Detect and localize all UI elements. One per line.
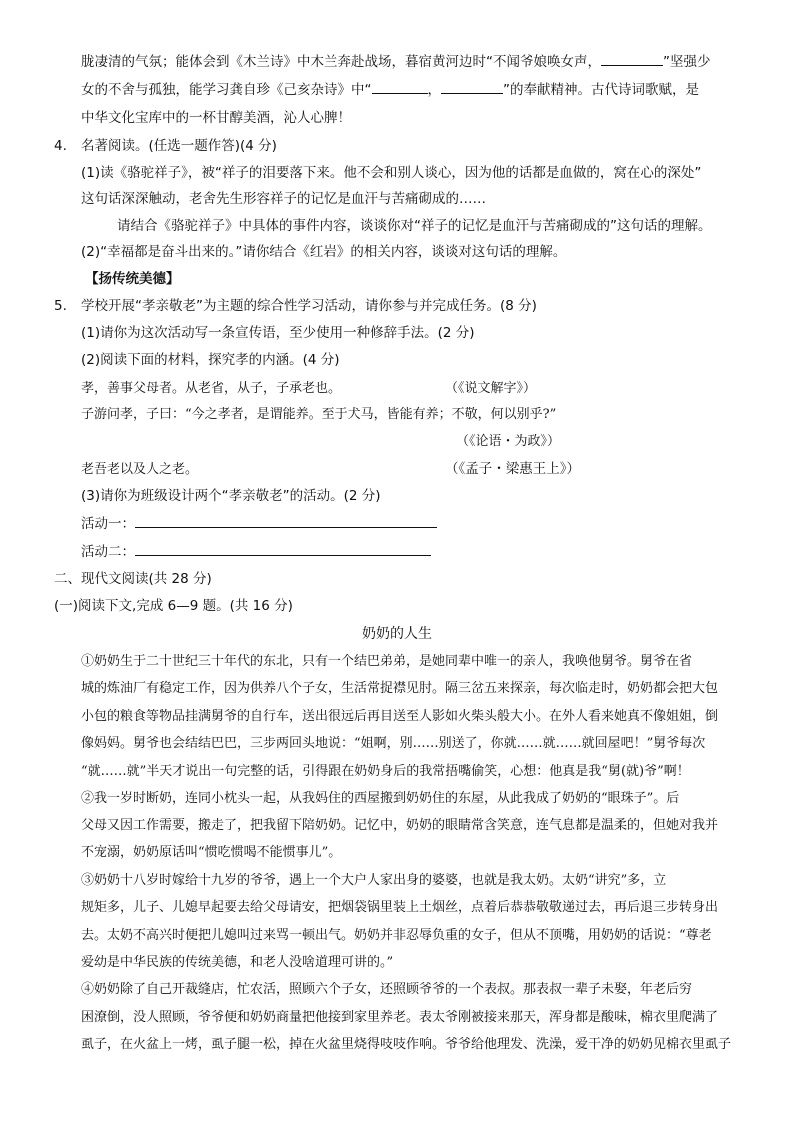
answer-blank-3[interactable]	[441, 92, 503, 94]
material-1-text: 孝，善事父母者。从老省，从子，子承老也。	[81, 381, 342, 396]
essay-p3-l1: ③奶奶十八岁时嫁给十九岁的爷爷，遇上一个大户人家出身的婆婆，也就是我太奶。太奶“讲究”多，立	[81, 873, 667, 888]
essay-p3-l2: 规矩多，儿子、儿媳早起要去给父母请安，把烟袋锅里装上土烟丝，点着后恭恭敬敬递过去，再后退三步转身出	[81, 900, 719, 915]
q4-sub2: (2)“幸福都是奋斗出来的。”请你结合《红岩》的相关内容，谈谈对这句话的理解。	[81, 244, 567, 260]
material-2-source: （《论语・为政》）	[456, 434, 561, 449]
p3-line1-text: 胧凄清的气氛；能体会到《木兰诗》中木兰奔赴战场，暮宿黄河边时“不闻爷娘唤女声，	[81, 54, 601, 70]
essay-p4-l2: 困潦倒，没人照顾，爷爷便和奶奶商量把他接到家里养老。表太爷刚被接来那天，浑身都是酸味，棉衣里爬满了	[81, 1010, 719, 1025]
answer-blank-1[interactable]	[601, 64, 663, 66]
p3-line2-text: 女的不舍与孤独，能学习龚自珍《己亥杂诗》中“	[81, 82, 372, 98]
q5-sub2: (2)阅读下面的材料，探究孝的内涵。(4 分)	[81, 352, 340, 368]
q4-number: 4.	[54, 138, 67, 154]
section-tag: 【扬传统美德】	[85, 271, 180, 287]
q5-sub1: (1)请你为这次活动写一条宣传语，至少使用一种修辞手法。(2 分)	[81, 325, 475, 341]
essay-p2-l2: 父母又因工作需要，搬走了，把我留下陪奶奶。记忆中，奶奶的眼睛常含笑意，连气息都是温柔的，但她对我并	[81, 818, 719, 833]
part2-heading: 二、现代文阅读(共 28 分)	[54, 571, 212, 587]
q5-number: 5.	[54, 298, 67, 314]
p3-line2-tail: ”的奉献精神。古代诗词歌赋，是	[503, 82, 699, 98]
material-2-text: 子游问孝，子曰：“今之孝者，是谓能养。至于犬马，皆能有养；不敬，何以别乎?”	[81, 407, 557, 422]
essay-p3-l3: 去。太奶不高兴时便把儿媳叫过来骂一顿出气。奶奶并非忍辱负重的女子，但从不顶嘴，用奶奶的话说：“尊老	[81, 928, 712, 943]
q5-title: 学校开展“孝亲敬老”为主题的综合性学习活动，请你参与并完成任务。(8 分)	[81, 298, 537, 314]
essay-p2-l3: 不宠溺，奶奶原话叫“惯吃惯喝不能惯事儿”。	[81, 845, 342, 860]
activity-1-row	[81, 518, 437, 532]
q4-sub1-prompt: 请结合《骆驼祥子》中具体的事件内容，谈谈你对“祥子的记忆是血汗与苦痛砌成的”这句话的理解。	[117, 218, 712, 234]
essay-p2-l1: ②我一岁时断奶，连同小枕头一起，从我妈住的西屋搬到奶奶住的东屋，从此我成了奶奶的“眼珠子”。后	[81, 791, 680, 806]
essay-title: 奶奶的人生	[362, 626, 432, 642]
p3-line-3: 中华文化宝库中的一杯甘醇美酒，沁人心脾！	[81, 110, 351, 126]
activity-1-blank[interactable]	[135, 526, 437, 528]
activity-2-row	[81, 546, 431, 560]
answer-blank-2[interactable]	[372, 92, 428, 94]
essay-p4-l1: ④奶奶除了自己开裁缝店，忙农活，照顾六个子女，还照顾爷爷的一个表叔。那表叔一辈子未娶，年老后穷	[81, 982, 693, 997]
q4-title: 名著阅读。(任选一题作答)(4 分)	[81, 138, 277, 154]
essay-p1-l4: 像妈妈。舅爷也会结结巴巴，三步两回头地说：“姐啊，别……别送了，你就……就……就回屋吧！”舅爷每次	[81, 736, 706, 751]
q4-sub1-line-2: 这句话深深触动，老舍先生形容祥子的记忆是血汗与苦痛砌成的……	[81, 191, 486, 207]
q5-sub3: (3)请你为班级设计两个“孝亲敬老”的活动。(2 分)	[81, 488, 381, 504]
essay-p1-l1: ①奶奶生于二十世纪三十年代的东北，只有一个结巴弟弟，是她同辈中唯一的亲人，我唤他舅爷。舅爷在省	[81, 654, 693, 669]
q4-sub1-line-1: (1)读《骆驼祥子》，被“祥子的泪要落下来。他不会和别人谈心，因为他的话都是血做的，窝在心的深处”	[81, 165, 702, 181]
material-3-text: 老吾老以及人之老。	[81, 462, 199, 477]
activity-1-label: 活动一：	[81, 516, 135, 532]
activity-2-label: 活动二：	[81, 544, 135, 560]
material-3-source: （《孟子・梁惠王上》）	[445, 461, 580, 477]
essay-p1-l3: 小包的粮食等物品挂满舅爷的自行车，送出很远后再目送至人影如火柴头般大小。在外人看来她真不像姐姐，倒	[81, 709, 719, 724]
p3-line2-comma: ，	[427, 82, 441, 98]
p3-line1-tail: ”坚强少	[663, 54, 711, 70]
material-1-source: （《说文解字》）	[445, 381, 537, 396]
activity-2-blank[interactable]	[135, 554, 431, 556]
p3-line-2	[81, 84, 699, 98]
essay-p3-l4: 爱幼是中华民族的传统美德，和老人没啥道理可讲的。”	[81, 955, 394, 970]
essay-p1-l5: “就……就”半天才说出一句完整的话，引得跟在奶奶身后的我常捂嘴偷笑，心想：他真是我“舅(就)爷”啊！	[81, 764, 690, 779]
p3-line-1	[81, 56, 711, 70]
essay-p1-l2: 城的炼油厂有稳定工作，因为供养八个子女，生活常捉襟见肘。隔三岔五来探亲，每次临走时，奶奶都会把大包	[81, 681, 719, 696]
essay-p4-l3: 虱子，在火盆上一烤，虱子腿一松，掉在火盆里烧得吱吱作响。爷爷给他理发、洗澡，爱干净的奶奶见棉衣里虱子	[81, 1037, 732, 1052]
part2-subheading: (一)阅读下文,完成 6—9 题。(共 16 分)	[54, 598, 293, 614]
